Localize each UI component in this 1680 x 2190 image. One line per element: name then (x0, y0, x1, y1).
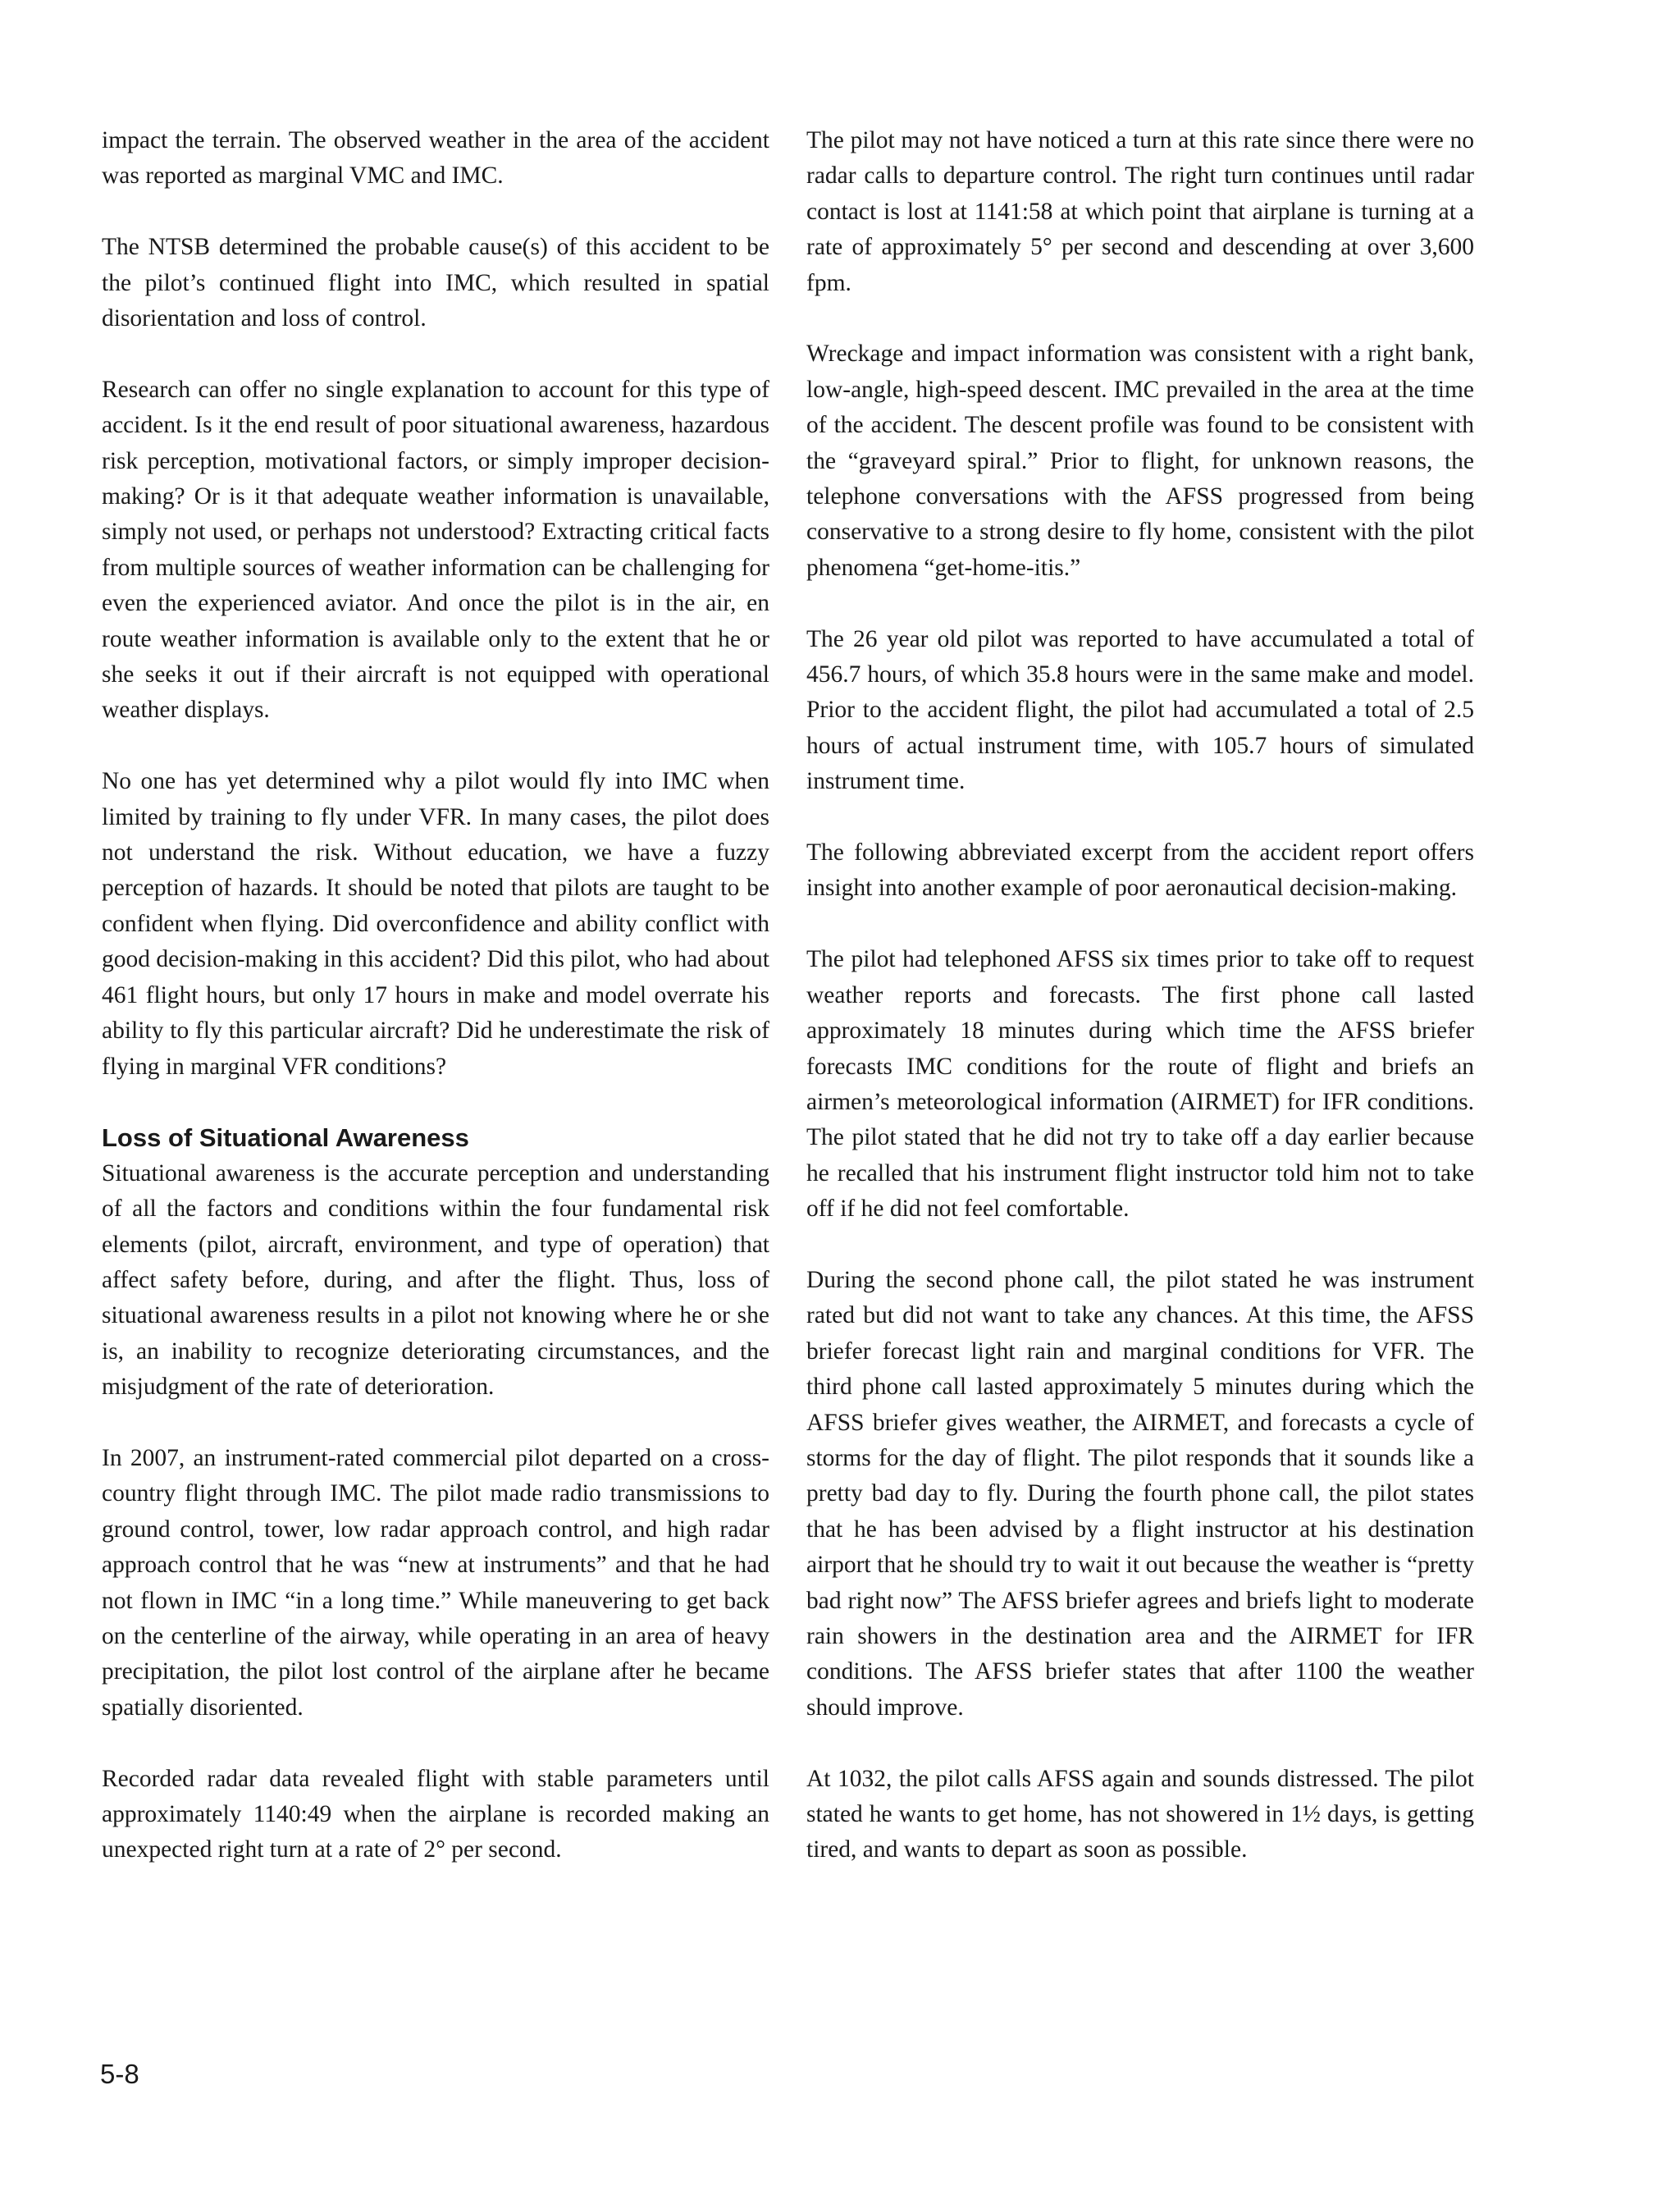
paragraph: At 1032, the pilot calls AFSS again and sounds distressed. The pilot stated he wants to get home, has not showered in 1½ days, is getting tired, and wants to depart as soon as possible. (806, 1765, 1474, 1863)
paragraph: Situational awareness is the accurate perception and understanding of all the factors and conditions within the four fundamental risk elements (pilot, aircraft, environment, and type of operation) that affect safety before, during, and after the flight. Thus, loss of situational awareness results in a pilot not knowing where he or she is, an inability to recognize deteriorating circumstances, and the misjudgment of the rate of deterioration. (102, 1159, 769, 1401)
paragraph: No one has yet determined why a pilot would fly into IMC when limited by training to fly under VFR. In many cases, the pilot does not understand the risk. Without education, we have a fuzzy perception of hazards. It should be noted that pilots are taught to be confident when flying. Did overconfidence and ability conflict with good decision-making in this accident? Did this pilot, who had about 461 flight hours, but only 17 hours in make and model overrate his ability to fly this particular aircraft? Did he underestimate the risk of flying in marginal VFR conditions? (102, 768, 769, 1080)
paragraph: The NTSB determined the probable cause(s) of this accident to be the pilot’s continued flight into IMC, which resulted in spatial disorientation and loss of control. (102, 234, 769, 332)
paragraph: The pilot had telephoned AFSS six times prior to take off to request weather reports and forecasts. The first phone call lasted approximately 18 minutes during which time the AFSS briefer forecasts IMC conditions for the route of flight and briefs an airmen’s meteorological information (AIRMET) for IFR conditions. The pilot stated that he did not try to take off a day earlier because he recalled that his instrument flight instructor told him not to take off if he did not feel comfortable. (806, 946, 1474, 1223)
section-heading: Loss of Situational Awareness (102, 1123, 469, 1153)
paragraph: Research can offer no single explanation to account for this type of accident. Is it the end result of poor situational awareness, hazardous risk perception, motivational factors, or simply improper decision-making? Or is it that adequate weather information is unavailable, simply not used, or perhaps not understood? Extracting critical facts from multiple sources of weather information can be challenging for even the experienced aviator. And once the pilot is in the air, en route weather information is available only to the extent that he or she seeks it out if their aircraft is not equipped with operational weather displays. (102, 376, 769, 724)
paragraph: The following abbreviated excerpt from the accident report offers insight into another example of poor aeronautical decision-making. (806, 839, 1474, 902)
paragraph: During the second phone call, the pilot stated he was instrument rated but did not want to take any chances. At this time, the AFSS briefer forecast light rain and marginal conditions for VFR. The third phone call lasted approximately 5 minutes during which the AFSS briefer gives weather, the AIRMET, and forecasts a cycle of storms for the day of flight. The pilot responds that it sounds like a pretty bad day to fly. During the fourth phone call, the pilot states that he has been advised by a flight instructor at his destination airport that he should try to wait it out because the weather is “pretty bad right now” The AFSS briefer agrees and briefs light to moderate rain showers in the destination area and the AIRMET for IFR conditions. The AFSS briefer states that after 1100 the weather should improve. (806, 1266, 1474, 1721)
paragraph: impact the terrain. The observed weather in the area of the accident was reported as marginal VMC and IMC. (102, 127, 769, 190)
left-column (102, 123, 769, 1868)
right-column (806, 123, 1474, 1868)
paragraph: In 2007, an instrument-rated commercial pilot departed on a cross-country flight through IMC. The pilot made radio transmissions to ground control, tower, low radar approach control, and high radar approach control that he was “new at instruments” and that he had not flown in IMC “in a long time.” While maneuvering to get back on the centerline of the airway, while operating in an area of heavy precipitation, the pilot lost control of the airplane after he became spatially disoriented. (102, 1444, 769, 1721)
paragraph: Wreckage and impact information was consistent with a right bank, low-angle, high-speed descent. IMC prevailed in the area at the time of the accident. The descent profile was found to be consistent with the “graveyard spiral.” Prior to flight, for unknown reasons, the telephone conversations with the AFSS progressed from being conservative to a strong desire to fly home, consistent with the pilot phenomena “get-home-itis.” (806, 341, 1474, 581)
paragraph: The 26 year old pilot was reported to have accumulated a total of 456.7 hours, of which 35.8 hours were in the same make and model. Prior to the accident flight, the pilot had accumulated a total of 2.5 hours of actual instrument time, with 105.7 hours of simulated instrument time. (806, 625, 1474, 795)
paragraph: The pilot may not have noticed a turn at this rate since there were no radar calls to departure control. The right turn continues until radar contact is lost at 1141:58 at which point that airplane is turning at a rate of approximately 5° per second and descending at over 3,600 fpm. (806, 127, 1474, 296)
page-number: 5-8 (100, 2059, 139, 2089)
paragraph: Recorded radar data revealed flight with stable parameters until approximately 1140:49 when the airplane is recorded making an unexpected right turn at a rate of 2° per second. (102, 1765, 769, 1863)
